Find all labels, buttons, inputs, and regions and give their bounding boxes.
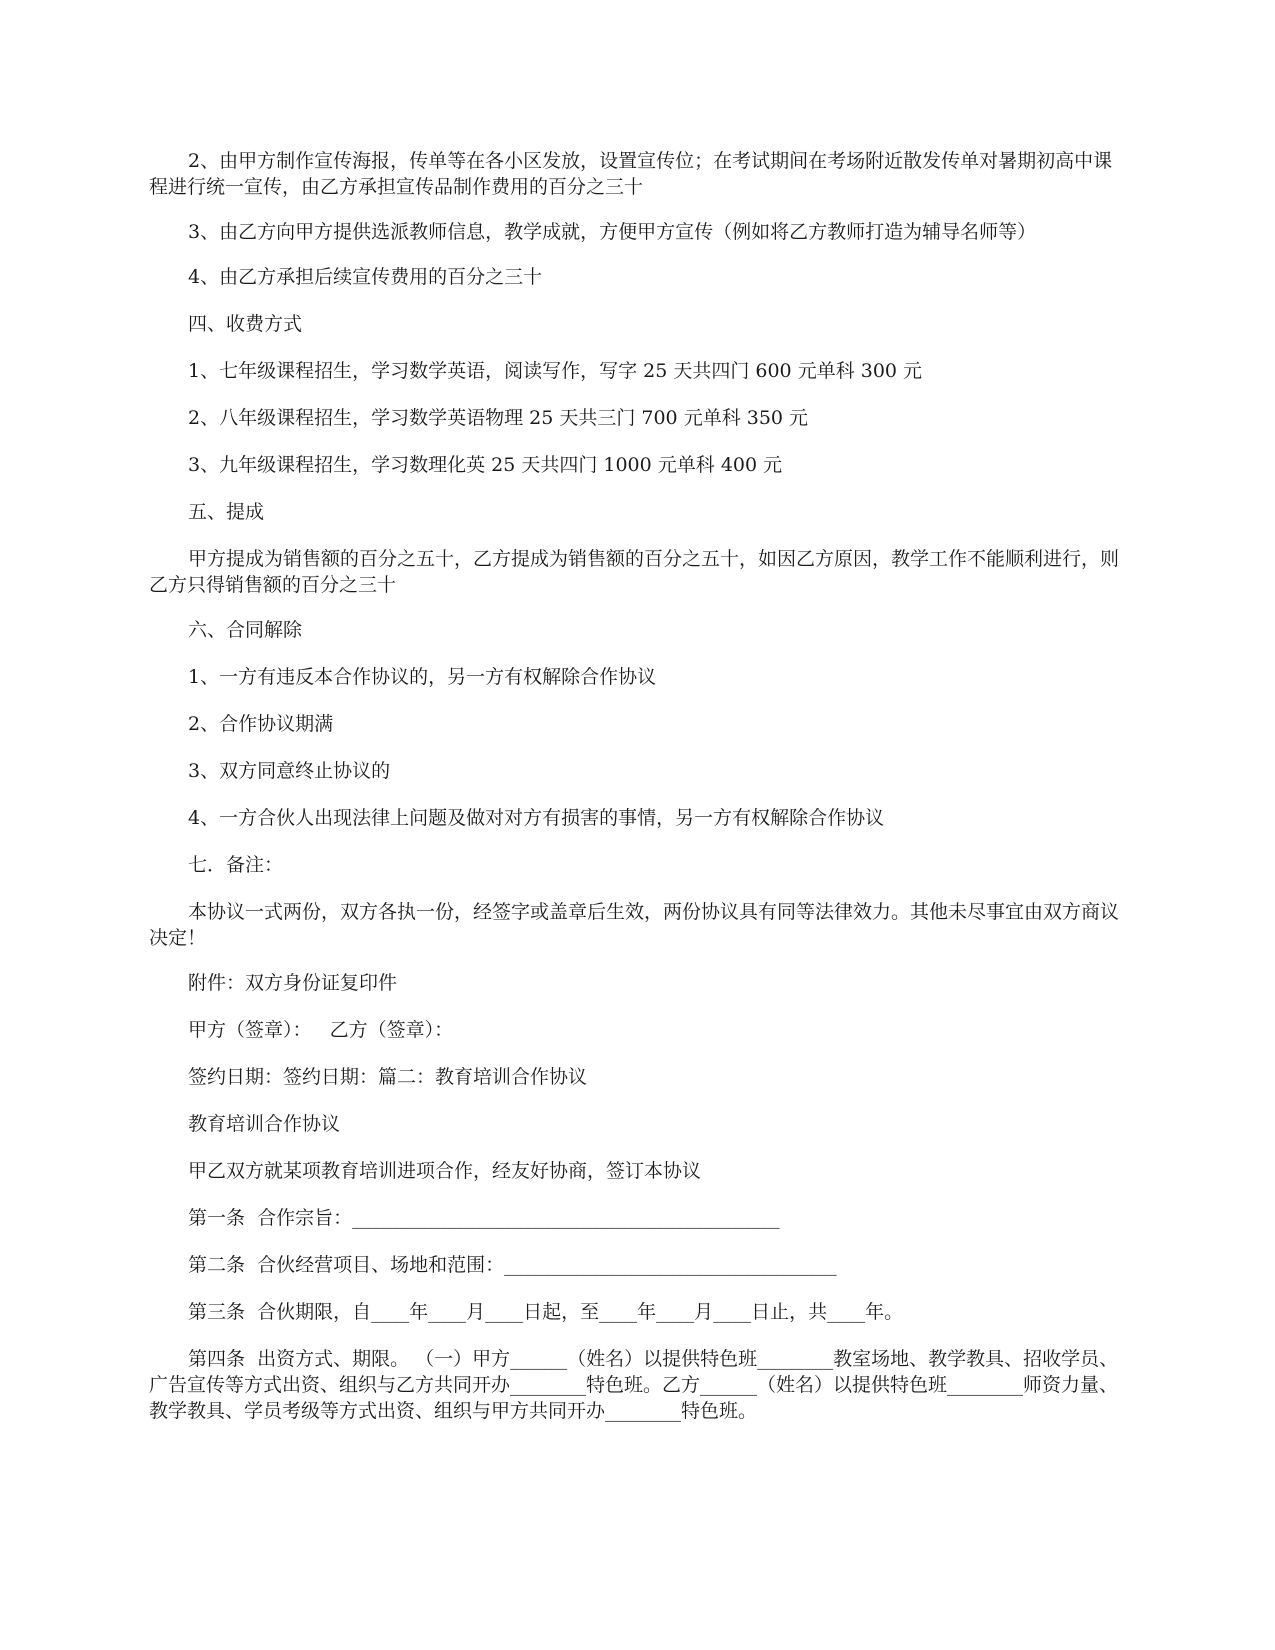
paragraph-remarks: 本协议一式两份，双方各执一份，经签字或盖章后生效，两份协议具有同等法律效力。其他未尽事宜由双方商议决定！: [149, 901, 1120, 949]
paragraph-fee-grade9: 3、九年级课程招生，学习数理化英 25 天共四门 1000 元单科 400 元: [188, 454, 783, 476]
agreement-title: 教育培训合作协议: [188, 1113, 341, 1135]
paragraph-publicity-2: 2、由甲方制作宣传海报，传单等在各小区发放，设置宣传位；在考试期间在考场附近散发传单对暑期初高中课程进行统一宣传，由乙方承担宣传品制作费用的百分之三十: [149, 150, 1113, 198]
section-heading-fees: 四、收费方式: [188, 313, 303, 335]
article-3: 第三条 合伙期限，自____年____月____日起，至____年____月____日止，共____年。: [188, 1301, 904, 1323]
article-1: 第一条 合作宗旨：_____________________________________________: [188, 1207, 780, 1229]
paragraph-attachment: 附件：双方身份证复印件: [188, 972, 398, 994]
agreement-intro: 甲乙双方就某项教育培训进项合作，经友好协商，签订本协议: [188, 1160, 702, 1182]
paragraph-fee-grade8: 2、八年级课程招生，学习数学英语物理 25 天共三门 700 元单科 350 元: [188, 407, 809, 429]
document-body: [149, 148, 1124, 1443]
section-heading-remarks: 七．备注：: [188, 854, 284, 876]
paragraph-termination-4: 4、一方合伙人出现法律上问题及做对对方有损害的事情，另一方有权解除合作协议: [188, 807, 885, 829]
paragraph-publicity-3: 3、由乙方向甲方提供选派教师信息，教学成就，方便甲方宣传（例如将乙方教师打造为辅导名师等）: [188, 221, 1037, 243]
signing-date-line: 签约日期：签约日期：篇二：教育培训合作协议: [188, 1066, 588, 1088]
article-2: 第二条 合伙经营项目、场地和范围：___________________________________: [188, 1254, 837, 1276]
section-heading-termination: 六、合同解除: [188, 619, 303, 641]
paragraph-termination-3: 3、双方同意终止协议的: [188, 760, 391, 782]
paragraph-publicity-4: 4、由乙方承担后续宣传费用的百分之三十: [188, 266, 543, 288]
paragraph-termination-2: 2、合作协议期满: [188, 713, 334, 735]
section-heading-commission: 五、提成: [188, 501, 265, 523]
paragraph-commission: 甲方提成为销售额的百分之五十，乙方提成为销售额的百分之五十，如因乙方原因，教学工作不能顺利进行，则乙方只得销售额的百分之三十: [149, 548, 1120, 596]
article-4: 第四条 出资方式、期限。 （一）甲方______（姓名）以提供特色班________教室场地、教学教具、招收学员、广告宣传等方式出资、组织与乙方共同开办________特色班。乙方______（姓名）以提供特色班________师资力量、教学教具、学员考级等方式出资、组织与甲方共同开办________特色班。: [149, 1348, 1119, 1422]
paragraph-fee-grade7: 1、七年级课程招生，学习数学英语，阅读写作，写字 25 天共四门 600 元单科 300 元: [188, 360, 923, 382]
signature-line: 甲方（签章）： 乙方（签章）：: [188, 1019, 454, 1041]
paragraph-termination-1: 1、一方有违反本合作协议的，另一方有权解除合作协议: [188, 666, 657, 688]
